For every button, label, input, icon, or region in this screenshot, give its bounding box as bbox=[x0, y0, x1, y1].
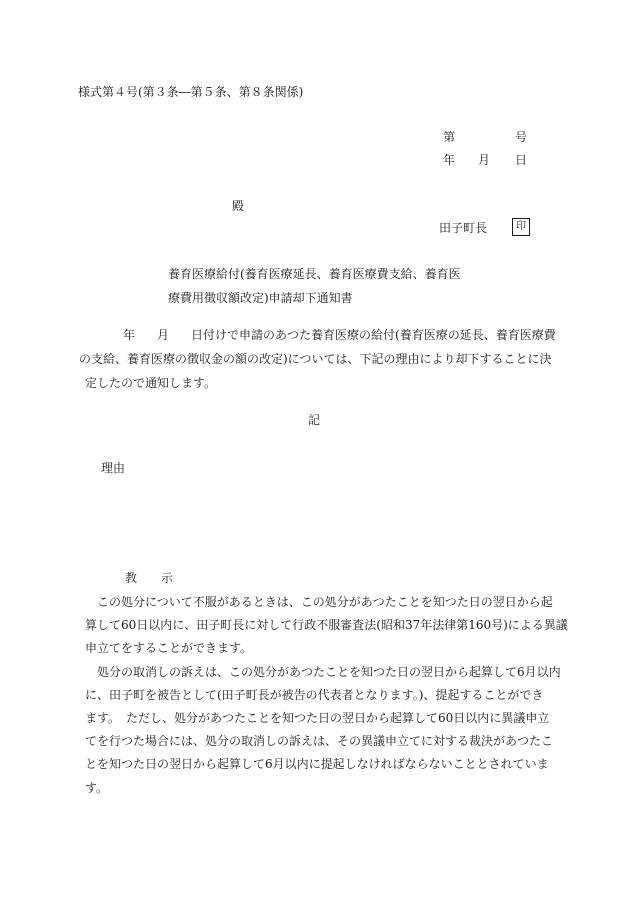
body-date-month: 月 bbox=[157, 328, 170, 342]
seal-stamp: 印 bbox=[512, 218, 530, 236]
document-number-prefix: 第 bbox=[443, 130, 456, 144]
instruction-line-6: ます。 ただし、処分があつたことを知つた日の翌日から起算して60日以内に異議申立 bbox=[85, 711, 550, 726]
instruction-line-3: 申立てをすることができます。 bbox=[85, 641, 253, 656]
body-line-1-rest: 日付けで申請のあつた養育医療の給付(養育医療の延長、養育医療費 bbox=[191, 328, 556, 342]
document-number-suffix: 号 bbox=[515, 130, 528, 144]
addressee-suffix: 殿 bbox=[232, 199, 245, 213]
date-month-label: 月 bbox=[478, 153, 491, 167]
form-identifier: 様式第４号(第３条―第５条、第８条関係) bbox=[78, 85, 304, 99]
body-date-year: 年 bbox=[123, 328, 136, 342]
instruction-line-5: に、田子町を被告として(田子町長が被告の代表者となります。)、提起することができ bbox=[85, 687, 544, 702]
body-line-1 bbox=[85, 323, 556, 347]
title-line-2: 療費用徴収額改定)申請却下通知書 bbox=[168, 291, 353, 305]
instruction-line-4: 処分の取消しの訴えは、この処分があつたことを知つた日の翌日から起算して6月以内 bbox=[97, 664, 561, 679]
instruction-line-9: す。 bbox=[85, 780, 109, 795]
document-title bbox=[168, 262, 468, 310]
instruction-text bbox=[85, 591, 568, 800]
issuer-name: 田子町長 bbox=[439, 221, 488, 235]
body-line-3: 定したので通知します。 bbox=[85, 376, 217, 390]
ki-heading: 記 bbox=[308, 413, 321, 427]
body-paragraph bbox=[79, 323, 556, 395]
instruction-line-8: とを知つた日の翌日から起算して6月以内に提起しなければならないこととされていま bbox=[85, 757, 549, 772]
instruction-line-2: 算して60日以内に、田子町長に対して行政不服審査法(昭和37年法律第160号)による異議 bbox=[85, 618, 568, 633]
date-day-label: 日 bbox=[515, 153, 528, 167]
instruction-line-1: この処分について不服があるときは、この処分があつたことを知つた日の翌日から起 bbox=[97, 595, 553, 609]
instruction-line-7: てを行つた場合には、処分の取消しの訴えは、その異議申立てに対する裁決があつたこ bbox=[85, 734, 554, 749]
reason-label: 理由 bbox=[101, 461, 126, 475]
body-line-2: の支給、養育医療の徴収金の額の改定)については、下記の理由により却下することに決 bbox=[79, 352, 552, 366]
title-line-1: 養育医療給付(養育医療延長、養育医療費支給、養育医 bbox=[168, 267, 461, 281]
date-year-label: 年 bbox=[443, 153, 456, 167]
instruction-heading: 教 示 bbox=[125, 571, 180, 585]
